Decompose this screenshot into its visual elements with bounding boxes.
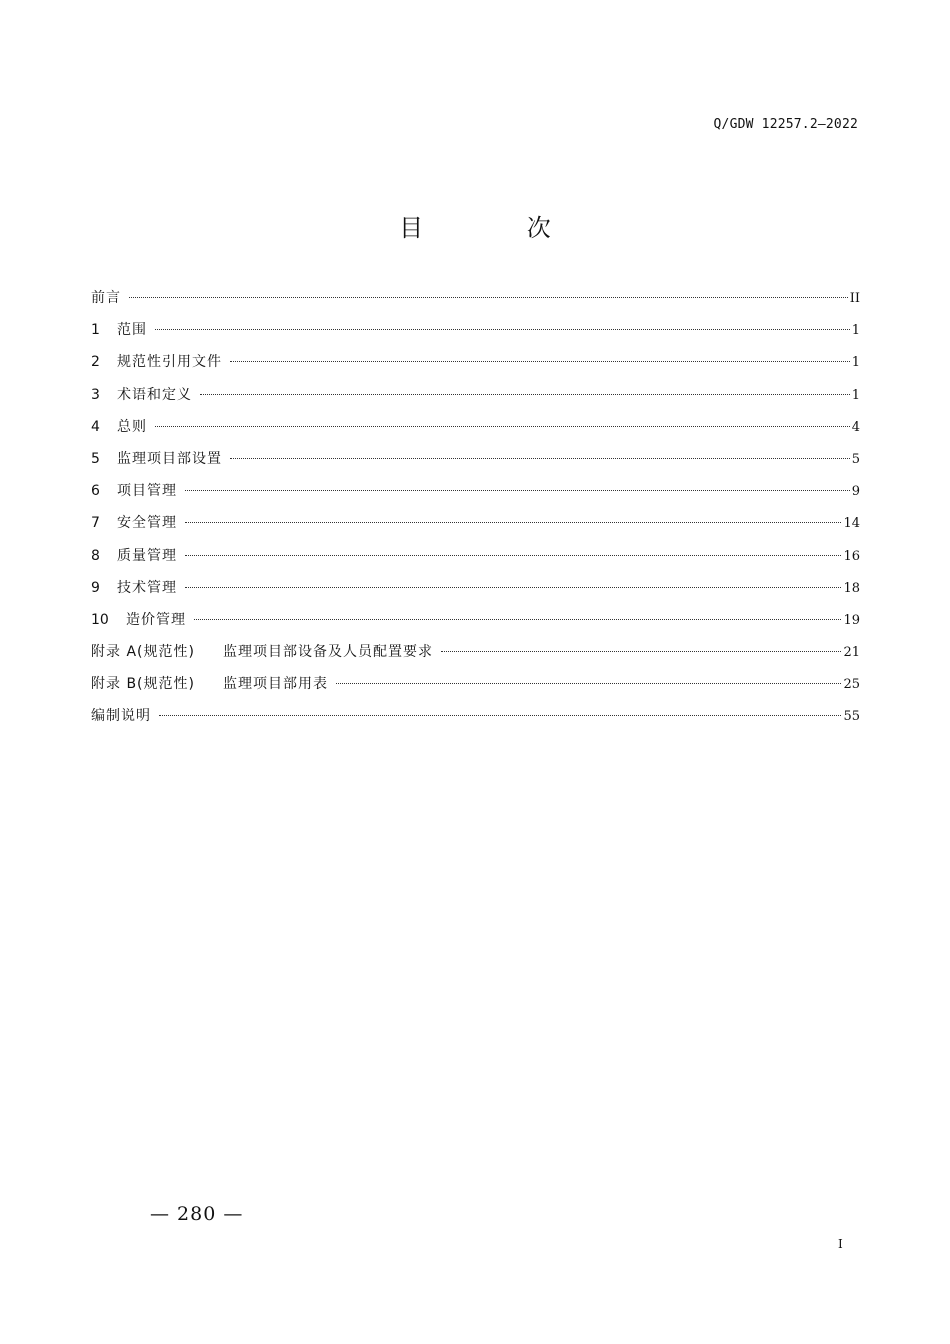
toc-leader-dots	[230, 458, 850, 459]
toc-entry-1[interactable]	[91, 320, 860, 352]
toc-entry-4[interactable]	[91, 417, 860, 449]
toc-appendix-label: 附录 A(规范性)	[91, 644, 195, 661]
toc-page-number: 55	[843, 709, 860, 725]
document-code: Q/GDW 12257.2—2022	[713, 117, 858, 132]
toc-entry-label: 监理项目部设置	[117, 450, 222, 467]
toc-entry-10[interactable]	[91, 610, 860, 642]
toc-leader-dots	[185, 522, 841, 523]
toc-entry-3[interactable]	[91, 385, 860, 417]
toc-entry-label: 质量管理	[117, 547, 177, 564]
toc-leader-dots	[336, 683, 841, 684]
toc-page-number: 1	[851, 387, 860, 403]
toc-entry-label: 范围	[117, 322, 147, 339]
toc-page-number: 1	[851, 355, 860, 371]
toc-entry-label: 安全管理	[117, 515, 177, 532]
toc-page-number: II	[849, 291, 860, 306]
toc-section-number: 5	[91, 450, 100, 467]
toc-leader-dots	[155, 426, 850, 427]
toc-entry-7[interactable]	[91, 513, 860, 545]
toc-page-number: 5	[851, 451, 860, 467]
toc-leader-dots	[230, 361, 850, 362]
toc-entry-label: 编制说明	[91, 708, 151, 725]
toc-leader-dots	[185, 587, 841, 588]
toc-section-number: 3	[91, 386, 100, 403]
roman-page-number: I	[838, 1237, 843, 1251]
toc-page-number: 16	[843, 548, 860, 564]
toc-entry-label: 规范性引用文件	[117, 354, 222, 371]
toc-page-number: 18	[843, 580, 860, 596]
toc-appendix-label: 附录 B(规范性)	[91, 676, 195, 693]
toc-entry-9[interactable]	[91, 578, 860, 610]
toc-entry-2[interactable]	[91, 352, 860, 384]
toc-section-number: 4	[91, 418, 100, 435]
toc-leader-dots	[185, 555, 841, 556]
toc-leader-dots	[159, 715, 841, 716]
toc-entry-label: 术语和定义	[117, 386, 192, 403]
toc-section-number: 10	[91, 611, 109, 628]
toc-leader-dots	[155, 329, 850, 330]
toc-entry-preface[interactable]	[91, 288, 860, 320]
toc-section-number: 1	[91, 322, 100, 339]
toc-section-number: 8	[91, 547, 100, 564]
toc-entry-label: 前言	[91, 290, 121, 306]
toc-page-number: 4	[851, 419, 860, 435]
toc-leader-dots	[185, 490, 850, 491]
toc-page-number: 25	[843, 677, 860, 693]
toc-entry-label: 造价管理	[126, 611, 186, 628]
toc-entry-label: 总则	[117, 418, 147, 435]
toc-page-number: 21	[843, 645, 860, 661]
toc-section-number: 7	[91, 515, 100, 532]
page-number-label: — 280 —	[150, 1203, 244, 1225]
toc-entry-appendix-a[interactable]	[91, 642, 860, 674]
toc-section-number: 2	[91, 354, 100, 371]
toc-entry-appendix-b[interactable]	[91, 674, 860, 706]
toc-leader-dots	[129, 297, 848, 298]
toc-page-number: 1	[851, 323, 860, 339]
toc-page-number: 14	[843, 516, 860, 532]
toc-entry-6[interactable]	[91, 481, 860, 513]
toc-leader-dots	[441, 651, 842, 652]
page-title: 目 次	[399, 214, 599, 242]
toc-entry-compilation-notes[interactable]	[91, 706, 860, 738]
table-of-contents	[91, 288, 860, 739]
toc-section-number: 6	[91, 483, 100, 500]
toc-entry-label: 技术管理	[117, 579, 177, 596]
toc-entry-5[interactable]	[91, 449, 860, 481]
toc-entry-label: 项目管理	[117, 483, 177, 500]
toc-leader-dots	[194, 619, 841, 620]
toc-entry-8[interactable]	[91, 546, 860, 578]
toc-page-number: 19	[843, 612, 860, 628]
toc-section-number: 9	[91, 579, 100, 596]
toc-entry-label: 监理项目部用表	[222, 676, 328, 693]
toc-leader-dots	[200, 394, 850, 395]
toc-entry-label: 监理项目部设备及人员配置要求	[222, 644, 433, 661]
toc-page-number: 9	[851, 484, 860, 500]
